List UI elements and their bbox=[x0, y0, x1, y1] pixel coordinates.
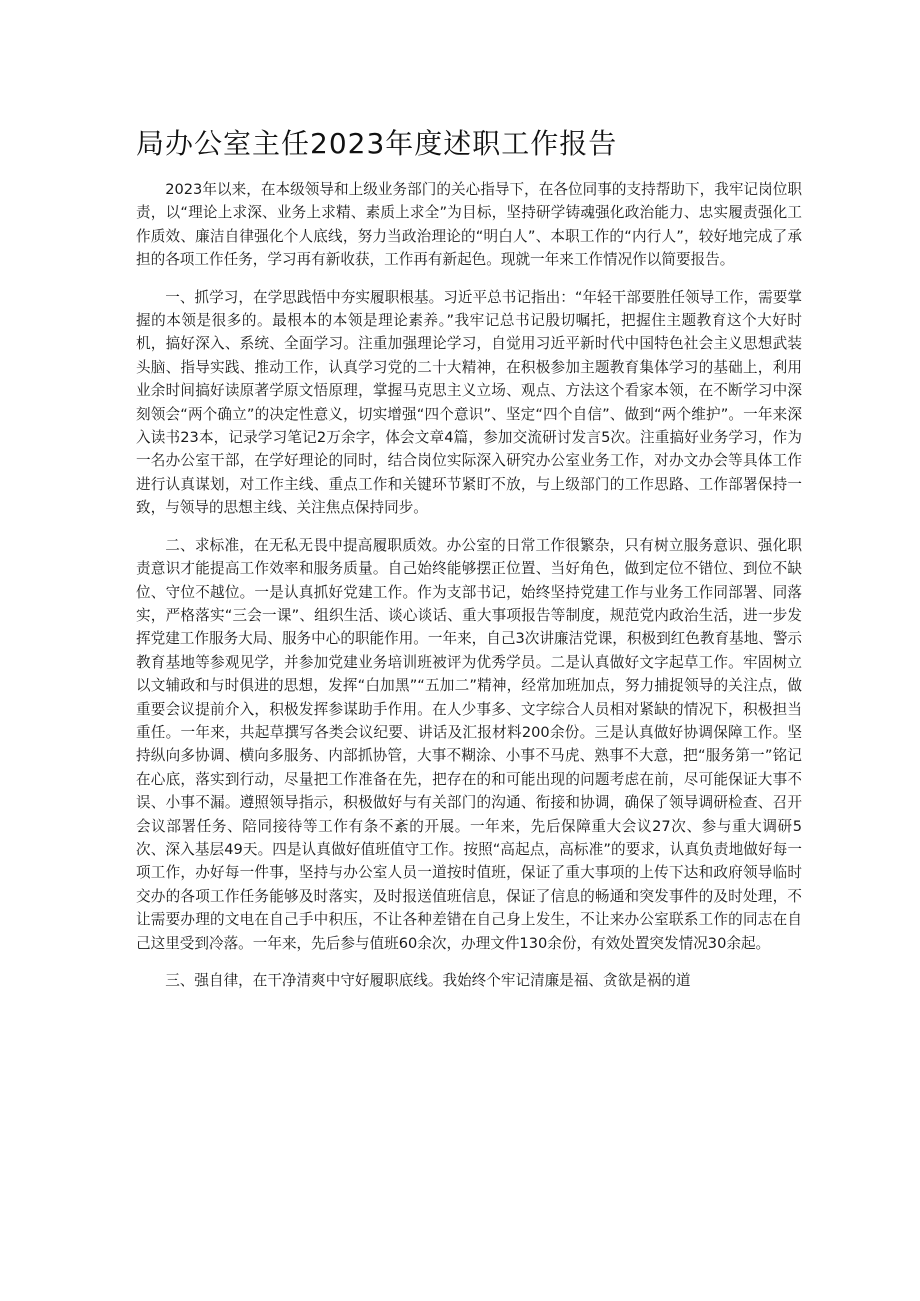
paragraph-section-3: 三、强自律，在干净清爽中守好履职底线。我始终个牢记清廉是福、贪欲是祸的道 bbox=[165, 972, 691, 989]
paragraph-intro: 2023年以来，在本级领导和上级业务部门的关心指导下，在各位同事的支持帮助下，我牢记岗位职责，以“理论上求深、业务上求精、素质上求全”为目标，坚持研学铸魂强化政治能力、忠实履责强化工作质效、廉洁自律强化个人底线，努力当政治理论的“明白人”、本职工作的“内行人”，较好地完成了承担的各项工作任务，学习再有新收获，工作再有新起色。现就一年来工作情况作以简要报告。 bbox=[136, 181, 802, 269]
document-title: 局办公室主任2023年度述职工作报告 bbox=[136, 127, 618, 160]
document-body bbox=[136, 178, 802, 1006]
paragraph-section-2: 二、求标准，在无私无畏中提高履职质效。办公室的日常工作很繁杂，只有树立服务意识、强化职责意识才能提高工作效率和服务质量。自己始终能够摆正位置、当好角色，做到定位不错位、到位不缺位、守位不越位。一是认真抓好党建工作。作为支部书记，始终坚持党建工作与业务工作同部署、同落实，严格落实“三会一课”、组织生活、谈心谈话、重大事项报告等制度，规范党内政治生活，进一步发挥党建工作服务大局、服务中心的职能作用。一年来，自己3次讲廉洁党课，积极到红色教育基地、警示教育基地等参观见学，并参加党建业务培训班被评为优秀学员。二是认真做好文字起草工作。牢固树立以文辅政和与时俱进的思想，发挥“白加黑”“五加二”精神，经常加班加点，努力捕捉领导的关注点，做重要会议提前介入，积极发挥参谋助手作用。在人少事多、文字综合人员相对紧缺的情况下，积极担当重任。一年来，共起草撰写各类会议纪要、讲话及汇报材料200余份。三是认真做好协调保障工作。坚持纵向多协调、横向多服务、内部抓协管，大事不糊涂、小事不马虎、熟事不大意，把“服务第一”铭记在心底，落实到行动，尽量把工作准备在先，把存在的和可能出现的问题考虑在前，尽可能保证大事不误、小事不漏。遵照领导指示，积极做好与有关部门的沟通、衔接和协调，确保了领导调研检查、召开会议部署任务、陪同接待等工作有条不紊的开展。一年来，先后保障重大会议27次、参与重大调研5次、深入基层49天。四是认真做好值班值守工作。按照“高起点，高标准”的要求，认真负责地做好每一项工作，办好每一件事，坚持与办公室人员一道按时值班，保证了重大事项的上传下达和政府领导临时交办的各项工作任务能够及时落实，及时报送值班信息，保证了信息的畅通和突发事件的及时处理，不让需要办理的文电在自己手中积压，不让各种差错在自己身上发生，不让来办公室联系工作的同志在自己这里受到冷落。一年来，先后参与值班60余次，办理文件130余份，有效处置突发情况30余起。 bbox=[136, 536, 803, 952]
paragraph-section-1: 一、抓学习，在学思践悟中夯实履职根基。习近平总书记指出：“年轻干部要胜任领导工作，需要掌握的本领是很多的。最根本的本领是理论素养。”我牢记总书记殷切嘱托，把握住主题教育这个大好时机，搞好深入、系统、全面学习。注重加强理论学习，自觉用习近平新时代中国特色社会主义思想武装头脑、指导实践、推动工作，认真学习党的二十大精神，在积极参加主题教育集体学习的基础上，利用业余时间搞好读原著学原文悟原理，掌握马克思主义立场、观点、方法这个看家本领，在不断学习中深刻领会“两个确立”的决定性意义，切实增强“四个意识”、坚定“四个自信”、做到“两个维护”。一年来深入读书23本，记录学习笔记2万余字，体会文章4篇，参加交流研讨发言5次。注重搞好业务学习，作为一名办公室干部，在学好理论的同时，结合岗位实际深入研究办公室业务工作，对办文办会等具体工作进行认真谋划，对工作主线、重点工作和关键环节紧盯不放，与上级部门的工作思路、工作部署保持一致，与领导的思想主线、关注焦点保持同步。 bbox=[136, 288, 802, 517]
